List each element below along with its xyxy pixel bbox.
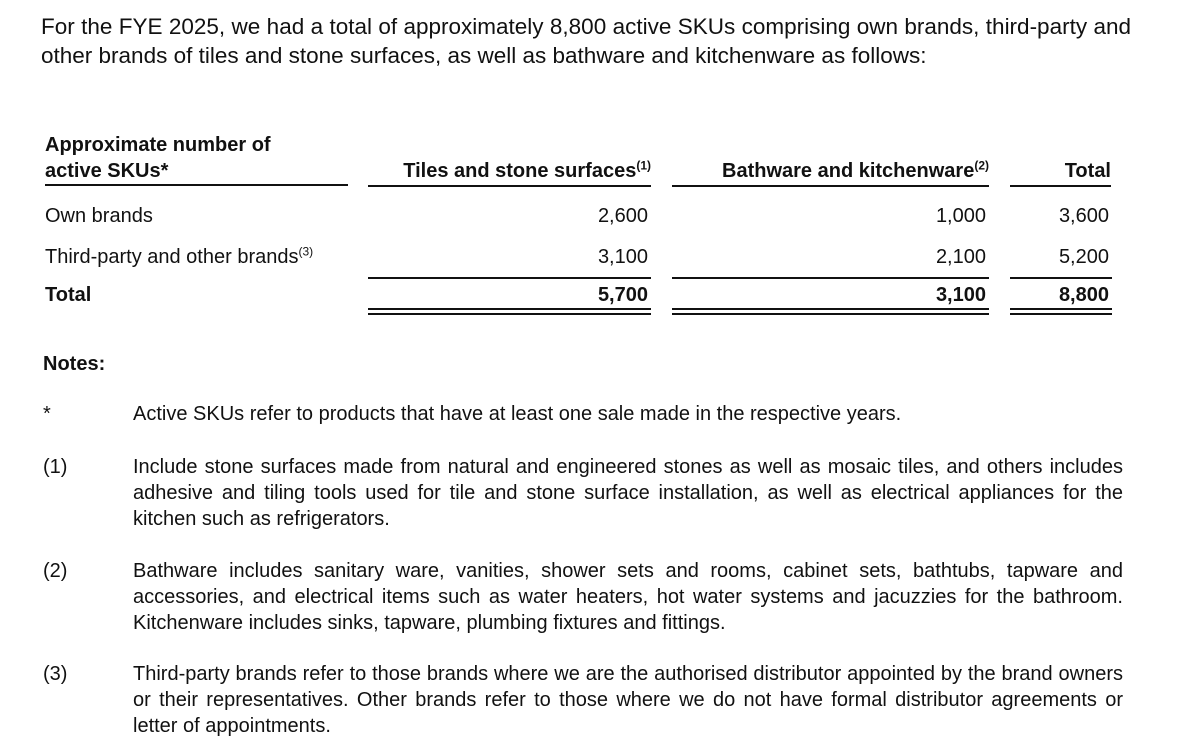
header-label-line2: active SKUs* — [45, 158, 348, 186]
intro-paragraph: For the FYE 2025, we had a total of approximately 8,800 active SKUs comprising own brands, third-party and other brands of tiles and stone surfaces, as well as bathware and kitchenware as follows: — [41, 14, 1131, 68]
note-text: Third-party brands refer to those brands where we are the authorised distributor appointed by the brand owners or their representatives. Other brands refer to those where we do not have formal distributor agreements or letter of appointments. — [133, 663, 1123, 737]
table-row-header-label — [45, 132, 345, 186]
table-cell: 1,000 — [935, 205, 986, 227]
note-text: Bathware includes sanitary ware, vanities, shower sets and rooms, cabinet sets, bathtubs, tapware and accessories, and electrical items such as water heaters, hot water systems and jacuzzies for the bathroom. Kitchenware includes sinks, tapware, plumbing fixtures and fittings. — [133, 560, 1123, 634]
table-cell: 5,200 — [1058, 246, 1109, 268]
note-text: Active SKUs refer to products that have at least one sale made in the respective years. — [133, 403, 902, 425]
row-label-total-text: Total — [45, 284, 92, 306]
note-text: Include stone surfaces made from natural and engineered stones as well as mosaic tiles, and others includes adhesive and tiling tools used for tile and stone surface installation, as well as electrical appliances for the kitchen such as refrigerators. — [133, 456, 1123, 530]
column-header-bathware — [672, 158, 989, 187]
total-rule-top — [672, 277, 989, 279]
table-cell-total: 5,700 — [597, 284, 648, 306]
total-rule-top — [1010, 277, 1112, 279]
note-mark: (2) — [43, 560, 68, 582]
table-cell: 3,100 — [597, 246, 648, 268]
row-label-third-party — [45, 244, 313, 270]
table-cell: 3,600 — [1058, 205, 1109, 227]
note-mark: * — [43, 403, 51, 425]
row-label-third-party-note: (3) — [298, 244, 314, 259]
note-mark: (3) — [43, 663, 68, 685]
notes-heading: Notes: — [43, 353, 106, 375]
column-header-total — [1010, 158, 1111, 187]
total-rule-top — [368, 277, 651, 279]
column-header-total-label: Total — [1064, 160, 1111, 182]
column-header-bathware-note: (2) — [974, 158, 989, 173]
table-cell-total: 8,800 — [1058, 284, 1109, 306]
column-header-bathware-label: Bathware and kitchenware — [722, 160, 975, 182]
total-double-rule — [1010, 308, 1112, 315]
column-header-tiles-note: (1) — [636, 158, 651, 173]
header-label-line1: Approximate number of — [45, 134, 271, 156]
note-mark: (1) — [43, 456, 68, 478]
row-label-third-party-text: Third-party and other brands — [45, 246, 299, 268]
total-double-rule — [368, 308, 651, 315]
row-label-total — [45, 282, 91, 308]
row-label-own-brands — [45, 203, 153, 229]
column-header-tiles-label: Tiles and stone surfaces — [403, 160, 637, 182]
column-header-tiles — [368, 158, 651, 187]
table-cell: 2,600 — [597, 205, 648, 227]
table-cell-total: 3,100 — [935, 284, 986, 306]
table-cell: 2,100 — [935, 246, 986, 268]
row-label-own-brands-text: Own brands — [45, 205, 153, 227]
total-double-rule — [672, 308, 989, 315]
